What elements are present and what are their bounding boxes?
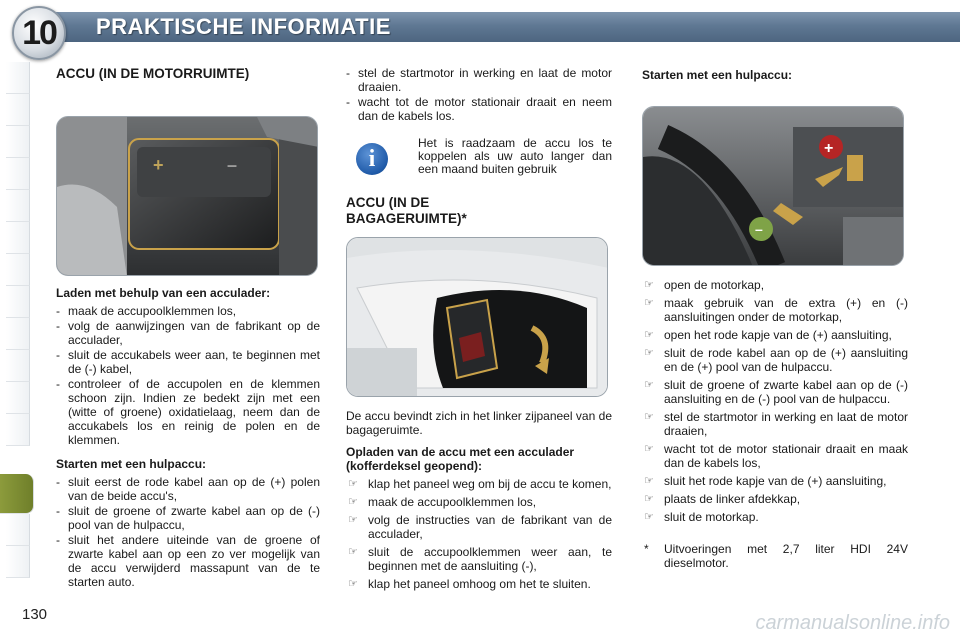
pointing-hand-icon: ☞ xyxy=(644,329,654,341)
pointing-hand-icon: ☞ xyxy=(644,511,654,523)
pointing-hand-icon: ☞ xyxy=(348,546,358,558)
column-left xyxy=(56,62,320,590)
chapter-tab[interactable] xyxy=(6,158,30,190)
jump-start-steps-list xyxy=(56,475,320,589)
list-item-text: plaats de linker afdekkap, xyxy=(664,492,801,506)
jump-start-heading-right: Starten met een hulpaccu: xyxy=(642,68,793,82)
list-item xyxy=(642,346,908,374)
engine-battery-illustration xyxy=(57,117,318,276)
list-item-text: sluit de groene of zwarte kabel aan op de (-) aansluiting en de (-) pool van de hulpaccu. xyxy=(664,378,908,406)
jump-start-continued-list xyxy=(346,66,612,123)
list-item-text: sluit de accupoolklemmen weer aan, te beginnen met de aansluiting (-), xyxy=(368,545,612,573)
jump-start-heading: Starten met een hulpaccu: xyxy=(56,457,207,471)
footnote xyxy=(642,542,908,570)
list-item xyxy=(642,328,908,342)
list-item: - sluit de groene of zwarte kabel aan op de (-) pool van de hulpaccu, xyxy=(56,504,320,532)
list-item xyxy=(642,474,908,488)
column-middle xyxy=(346,62,612,595)
list-item xyxy=(642,278,908,292)
list-item: - maak de accupoolklemmen los, xyxy=(56,304,320,318)
list-item-text: sluit de rode kabel aan op de (+) aansluiting en de (+) pool van de hulpaccu. xyxy=(664,346,908,374)
chapter-tab[interactable] xyxy=(6,414,30,446)
jump-terminal-illustration xyxy=(643,107,904,266)
list-item-text: wacht tot de motor stationair draait en maak dan de kabels los, xyxy=(664,442,908,470)
list-item-text: klap het paneel omhoog om het te sluiten. xyxy=(368,577,591,591)
pointing-hand-icon: ☞ xyxy=(644,347,654,359)
chapter-tab[interactable] xyxy=(6,222,30,254)
list-item xyxy=(346,477,612,491)
column-right xyxy=(636,62,908,570)
list-item xyxy=(642,442,908,470)
list-item: - wacht tot de motor stationair draait en neem dan de kabels los. xyxy=(346,95,612,123)
jump-start-steps-right-list xyxy=(642,278,908,524)
watermark: carmanualsonline.info xyxy=(755,612,950,634)
chapter-tab[interactable] xyxy=(6,350,30,382)
pointing-hand-icon: ☞ xyxy=(348,478,358,490)
pointing-hand-icon: ☞ xyxy=(644,475,654,487)
list-item-text: maak gebruik van de extra (+) en (-) aansluitingen onder de motorkap, xyxy=(664,296,908,324)
chapter-tab[interactable] xyxy=(6,514,30,546)
trunk-charge-steps-list xyxy=(346,477,612,591)
page-title: PRAKTISCHE INFORMATIE xyxy=(96,14,391,39)
chapter-badge xyxy=(12,6,66,60)
pointing-hand-icon: ☞ xyxy=(644,443,654,455)
footnote-marker: * xyxy=(644,542,649,556)
list-item: - sluit eerst de rode kabel aan op de (+) polen van de beide accu's, xyxy=(56,475,320,503)
trunk-battery-photo xyxy=(346,237,608,397)
list-item xyxy=(346,513,612,541)
list-item-text: klap het paneel weg om bij de accu te komen, xyxy=(368,477,612,491)
info-note xyxy=(346,137,612,193)
list-item-text: open het rode kapje van de (+) aansluiting, xyxy=(664,328,892,342)
chapter-tab[interactable] xyxy=(6,126,30,158)
pointing-hand-icon: ☞ xyxy=(644,379,654,391)
info-icon: i xyxy=(356,143,388,175)
chapter-tab[interactable] xyxy=(6,190,30,222)
list-item-text: stel de startmotor in werking en laat de motor draaien, xyxy=(664,410,908,438)
list-item: - volg de aanwijzingen van de fabrikant op de acculader, xyxy=(56,319,320,347)
list-item xyxy=(346,577,612,591)
section-title-engine-battery: ACCU (IN DE MOTORRUIMTE) xyxy=(56,66,250,81)
trunk-charge-heading: Opladen van de accu met een acculader (kofferdeksel geopend): xyxy=(346,445,575,473)
pointing-hand-icon: ☞ xyxy=(644,493,654,505)
footnote-text: Uitvoeringen met 2,7 liter HDI 24V dieselmotor. xyxy=(664,542,908,570)
pointing-hand-icon: ☞ xyxy=(644,297,654,309)
svg-text:+: + xyxy=(153,155,164,175)
chapter-tab[interactable] xyxy=(6,286,30,318)
chapter-tabs xyxy=(0,62,34,582)
chapter-number: 10 xyxy=(22,13,56,52)
chapter-tab[interactable] xyxy=(6,62,30,94)
charge-heading: Laden met behulp van een acculader: xyxy=(56,286,271,300)
list-item: - stel de startmotor in werking en laat de motor draaien. xyxy=(346,66,612,94)
svg-text:–: – xyxy=(227,155,238,175)
page-number: 130 xyxy=(22,606,48,623)
svg-text:+: + xyxy=(824,140,834,157)
jump-start-terminal-photo xyxy=(642,106,904,266)
list-item xyxy=(346,545,612,573)
chapter-tab-active[interactable] xyxy=(0,474,34,514)
chapter-tab[interactable] xyxy=(6,382,30,414)
list-item-text: volg de instructies van de fabrikant van de acculader, xyxy=(368,513,612,541)
list-item xyxy=(642,378,908,406)
pointing-hand-icon: ☞ xyxy=(348,514,358,526)
charge-steps-list xyxy=(56,304,320,447)
svg-text:–: – xyxy=(755,221,763,237)
list-item-text: sluit de motorkap. xyxy=(664,510,759,524)
list-item: - controleer of de accupolen en de klemmen schoon zijn. Indien ze bedekt zijn met een (witte of groene) oxidatielaag, neem dan de accukabels los en reinig de polen en de klemmen. xyxy=(56,377,320,447)
pointing-hand-icon: ☞ xyxy=(348,578,358,590)
pointing-hand-icon: ☞ xyxy=(348,496,358,508)
list-item xyxy=(346,495,612,509)
pointing-hand-icon: ☞ xyxy=(644,279,654,291)
pointing-hand-icon: ☞ xyxy=(644,411,654,423)
chapter-tab[interactable] xyxy=(6,318,30,350)
trunk-battery-location: De accu bevindt zich in het linker zijpaneel van de bagageruimte. xyxy=(346,409,612,437)
list-item-text: open de motorkap, xyxy=(664,278,765,292)
list-item: - sluit de accukabels weer aan, te beginnen met de (-) kabel, xyxy=(56,348,320,376)
section-title-trunk-battery: ACCU (IN DE BAGAGERUIMTE)* xyxy=(346,195,467,226)
trunk-battery-illustration xyxy=(347,238,608,397)
page-header xyxy=(0,0,960,56)
info-note-text: Het is raadzaam de accu los te koppelen als uw auto langer dan een maand buiten gebruik xyxy=(418,136,612,176)
list-item xyxy=(642,296,908,324)
chapter-tab[interactable] xyxy=(6,546,30,578)
list-item xyxy=(642,510,908,524)
chapter-tab[interactable] xyxy=(6,94,30,126)
list-item xyxy=(642,410,908,438)
list-item-text: maak de accupoolklemmen los, xyxy=(368,495,537,509)
list-item: - sluit het andere uiteinde van de groene of zwarte kabel aan op een zo ver mogelijk van de accu verwijderd massapunt van de te starten auto. xyxy=(56,533,320,589)
list-item-text: sluit het rode kapje van de (+) aansluiting, xyxy=(664,474,887,488)
list-item xyxy=(642,492,908,506)
engine-battery-photo xyxy=(56,116,318,276)
chapter-tab[interactable] xyxy=(6,254,30,286)
